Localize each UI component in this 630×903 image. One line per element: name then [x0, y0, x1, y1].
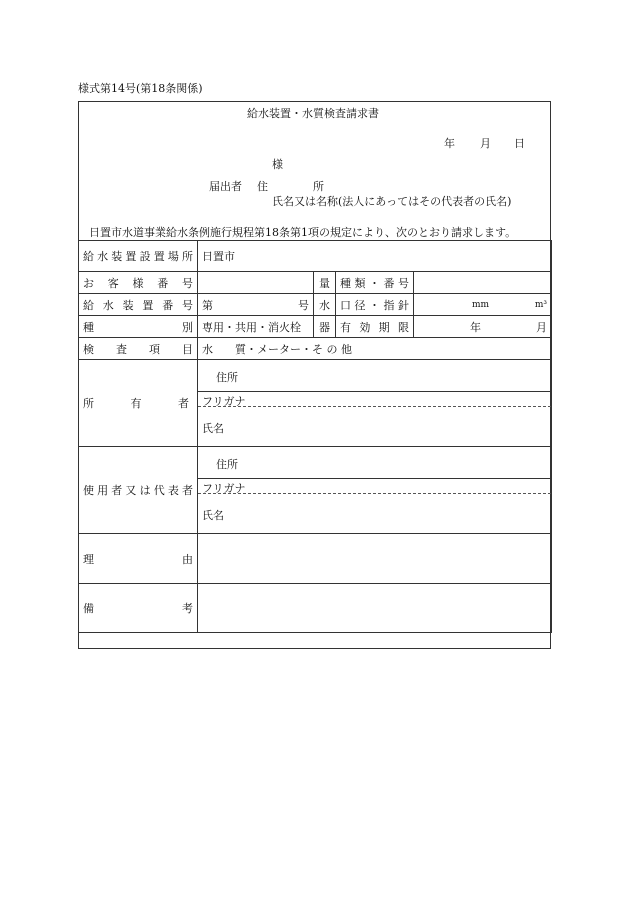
type-number-value[interactable] — [414, 272, 552, 294]
category-label-char: 別 — [182, 320, 193, 334]
supply-no-label-char: 号 — [181, 298, 193, 312]
form-table — [78, 240, 552, 633]
user-label-char: 表 — [167, 484, 179, 497]
diameter-label — [336, 294, 414, 316]
inspection-label-char: 査 — [116, 342, 127, 356]
applicant-address-label-1: 住 — [257, 180, 268, 193]
inspection-value[interactable]: 水 質・メーター・そ の 他 — [198, 338, 552, 360]
request-form — [78, 101, 551, 649]
remarks-label-char: 備 — [83, 602, 94, 615]
date-month: 月 — [480, 137, 491, 150]
user-label-char: 用 — [97, 484, 109, 497]
diameter-label-char: 径 — [354, 298, 366, 312]
customer-number-label — [79, 272, 198, 294]
addressee-honorific: 様 — [272, 158, 283, 171]
supply-no-label-char: 給 — [83, 298, 94, 312]
diameter-unit-mm: mm — [472, 299, 490, 310]
validity-value[interactable] — [414, 316, 552, 338]
inspection-label-char: 検 — [83, 342, 94, 356]
reason-value[interactable] — [198, 534, 552, 584]
supply-no-label-char: 番 — [162, 298, 174, 312]
inspection-label-char: 項 — [149, 342, 160, 356]
validity-label — [336, 316, 414, 338]
applicant-address-label-2: 所 — [313, 180, 324, 193]
owner-label-char: 者 — [178, 397, 189, 410]
customer-number-value[interactable] — [198, 272, 314, 294]
form-title: 給水装置・水質検査請求書 — [247, 107, 379, 120]
meter-col-1: 量 — [314, 272, 336, 294]
location-label-char: 置 — [153, 250, 165, 263]
customer-no-label-char: 客 — [107, 276, 119, 290]
validity-month: 月 — [536, 320, 547, 334]
owner-furigana-label[interactable]: フリガナ — [202, 395, 246, 408]
location-label-char: 給 — [83, 250, 94, 263]
type-no-label-char: ・ — [369, 276, 380, 290]
validity-year: 年 — [470, 320, 481, 334]
location-label-char: 装 — [111, 250, 123, 263]
type-no-label-char: 種 — [340, 276, 351, 290]
user-furigana-label[interactable]: フリガナ — [202, 482, 246, 495]
owner-name-label[interactable]: 氏名 — [202, 422, 224, 435]
type-number-label — [336, 272, 414, 294]
user-section — [198, 447, 552, 534]
category-label — [79, 316, 198, 338]
request-statement: 日置市水道事業給水条例施行規程第18条第1項の規定により、次のとおり請求します。 — [89, 226, 517, 239]
remarks-value[interactable] — [198, 584, 552, 633]
supply-number-label — [79, 294, 198, 316]
remarks-label-char: 考 — [182, 602, 193, 615]
remarks-label — [79, 584, 198, 633]
date-year: 年 — [444, 137, 455, 150]
supply-number-suffix: 号 — [298, 298, 309, 312]
user-label-char: 代 — [153, 484, 165, 497]
user-label-char: 者 — [181, 484, 193, 497]
type-no-label-char: 番 — [383, 276, 395, 290]
meter-col-2: 水 — [314, 294, 336, 316]
user-label — [79, 447, 198, 534]
validity-label-char: 期 — [378, 320, 390, 334]
supply-no-label-char: 水 — [102, 298, 114, 312]
form-header — [79, 102, 550, 241]
inspection-label — [79, 338, 198, 360]
validity-label-char: 効 — [359, 320, 371, 334]
customer-no-label-char: 号 — [182, 276, 193, 290]
category-label-char: 種 — [83, 320, 94, 334]
user-label-char: 者 — [111, 484, 123, 497]
customer-no-label-char: 番 — [157, 276, 169, 290]
owner-section — [198, 360, 552, 447]
diameter-label-char: 口 — [340, 298, 351, 312]
owner-address-label[interactable]: 住所 — [216, 371, 238, 384]
diameter-label-char: 指 — [383, 298, 395, 312]
owner-label-char: 有 — [130, 397, 142, 410]
supply-number-value[interactable] — [198, 294, 314, 316]
category-value[interactable]: 専用・共用・消火栓 — [198, 316, 314, 338]
supply-number-prefix: 第 — [202, 298, 213, 312]
location-label-char: 設 — [139, 250, 151, 263]
location-label-char: 置 — [125, 250, 137, 263]
user-label-char: 使 — [83, 484, 94, 497]
location-label-char: 所 — [181, 250, 193, 263]
user-name-label[interactable]: 氏名 — [202, 509, 224, 522]
customer-no-label-char: お — [83, 276, 94, 290]
inspection-label-char: 目 — [182, 342, 193, 356]
customer-no-label-char: 様 — [132, 276, 144, 290]
user-label-char: は — [139, 484, 151, 497]
validity-label-char: 有 — [340, 320, 351, 334]
supply-no-label-char: 装 — [122, 298, 134, 312]
type-no-label-char: 号 — [398, 276, 409, 290]
form-number: 様式第14号(第18条関係) — [78, 82, 203, 95]
location-label-char: 水 — [97, 250, 109, 263]
owner-label — [79, 360, 198, 447]
diameter-label-char: 針 — [398, 298, 409, 312]
reason-label-char: 理 — [83, 552, 94, 566]
location-label-char: 場 — [167, 250, 179, 263]
reason-label — [79, 534, 198, 584]
type-no-label-char: 類 — [354, 276, 366, 290]
diameter-value[interactable] — [414, 294, 552, 316]
diameter-unit-m3: m³ — [534, 299, 547, 310]
location-value[interactable]: 日置市 — [198, 241, 552, 272]
validity-label-char: 限 — [397, 320, 409, 334]
reason-label-char: 由 — [182, 552, 193, 566]
user-label-char: 又 — [125, 484, 137, 497]
location-label — [79, 241, 198, 272]
applicant-label: 届出者 — [209, 180, 242, 193]
supply-no-label-char: 置 — [142, 298, 154, 312]
owner-label-char: 所 — [83, 397, 94, 410]
applicant-name-label: 氏名又は名称(法人にあってはその代表者の氏名) — [272, 195, 512, 208]
meter-col-3: 器 — [314, 316, 336, 338]
user-address-label[interactable]: 住所 — [216, 458, 238, 471]
date-day: 日 — [514, 137, 525, 150]
diameter-label-char: ・ — [369, 298, 380, 312]
